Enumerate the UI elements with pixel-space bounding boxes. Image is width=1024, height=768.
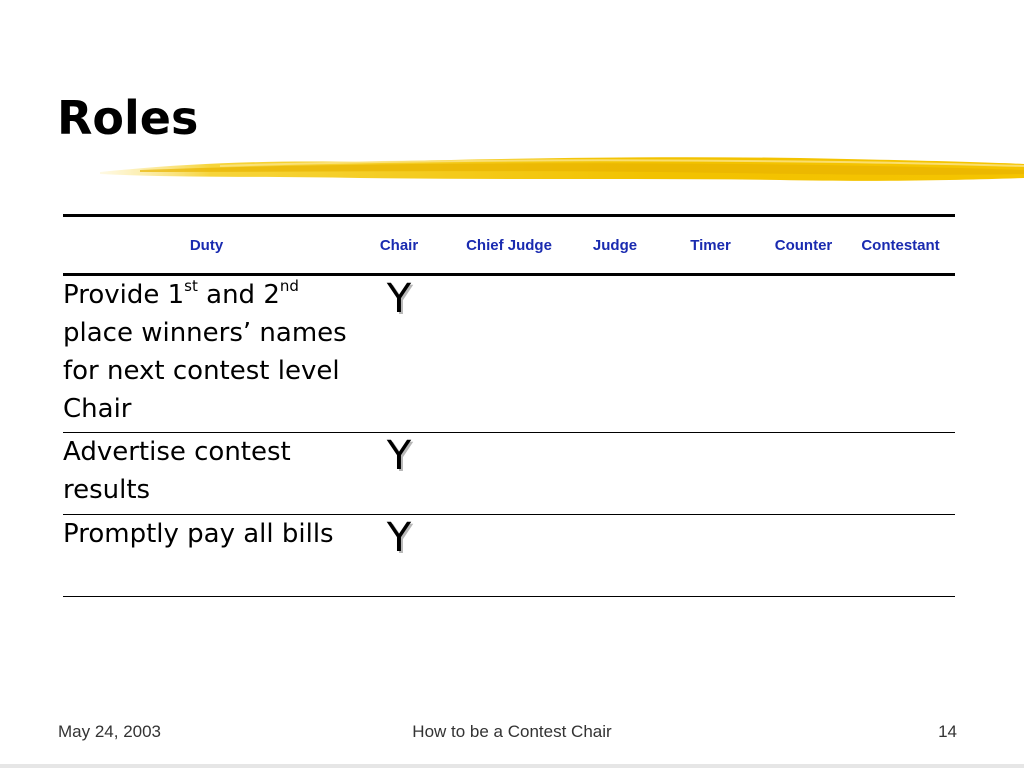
duty-cell: Advertise contest results [63, 433, 350, 515]
header-row [63, 216, 955, 275]
empty-cell [448, 515, 570, 597]
header-counter: Counter [761, 216, 846, 275]
empty-cell [448, 433, 570, 515]
empty-cell [846, 515, 955, 597]
empty-cell [660, 433, 761, 515]
empty-cell [761, 433, 846, 515]
empty-cell [660, 515, 761, 597]
empty-cell [846, 275, 955, 433]
empty-cell [660, 275, 761, 433]
duty-cell [63, 275, 350, 433]
duty-text: place winners’ names for next contest level Chair [63, 318, 347, 424]
header-chief-judge: Chief Judge [448, 216, 570, 275]
empty-cell [846, 433, 955, 515]
empty-cell [761, 515, 846, 597]
footer-title: How to be a Contest Chair [412, 722, 612, 741]
header-timer: Timer [660, 216, 761, 275]
empty-cell [570, 275, 660, 433]
superscript: st [184, 277, 198, 296]
slide-title: Roles [57, 91, 199, 145]
empty-cell [761, 275, 846, 433]
header-chair: Chair [350, 216, 448, 275]
table-row [63, 433, 955, 515]
table-row [63, 275, 955, 433]
header-judge: Judge [570, 216, 660, 275]
superscript: nd [279, 277, 299, 296]
chair-mark: Y [350, 275, 448, 433]
chair-mark: Y [350, 515, 448, 597]
yellow-brush-stroke [100, 150, 1024, 190]
footer-date: May 24, 2003 [58, 722, 162, 741]
empty-cell [570, 433, 660, 515]
duty-text: and 2 [197, 280, 280, 310]
empty-cell [570, 515, 660, 597]
page-number: 14 [938, 722, 957, 741]
duty-cell: Promptly pay all bills [63, 515, 350, 597]
bottom-divider [0, 764, 1024, 768]
empty-cell [448, 275, 570, 433]
header-contestant: Contestant [846, 216, 955, 275]
duty-text: Provide 1 [63, 280, 185, 310]
roles-table [63, 214, 955, 597]
chair-mark: Y [350, 433, 448, 515]
table-row [63, 515, 955, 597]
header-duty: Duty [63, 216, 350, 275]
